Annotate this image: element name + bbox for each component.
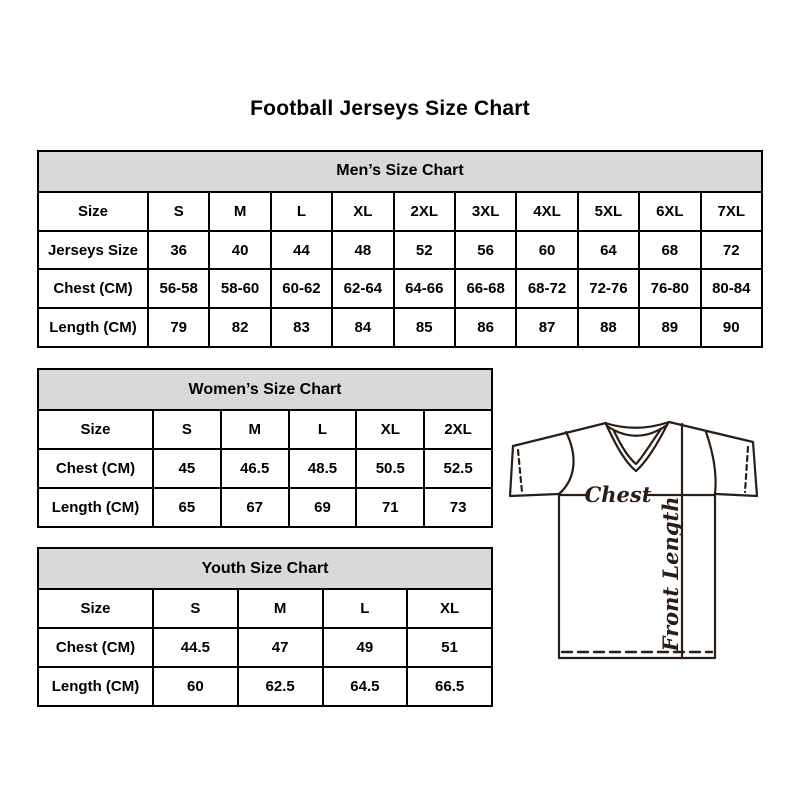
size-cell: 48: [332, 231, 393, 270]
size-table: [37, 368, 493, 528]
chest-label: Chest: [584, 482, 652, 507]
size-cell: 2XL: [394, 192, 455, 231]
size-cell: 87: [516, 308, 577, 347]
size-cell: 66-68: [455, 269, 516, 308]
size-cell: 64.5: [323, 667, 408, 706]
size-cell: 56: [455, 231, 516, 270]
size-cell: 66.5: [407, 667, 492, 706]
size-cell: 60: [153, 667, 238, 706]
jersey-left-armhole-seam: [559, 432, 574, 494]
jersey-right-cuff-stitch-line: [745, 447, 748, 492]
size-cell: 49: [323, 628, 408, 667]
table-row: [38, 308, 762, 347]
row-label: Chest (CM): [38, 269, 148, 308]
size-cell: 60: [516, 231, 577, 270]
size-cell: M: [221, 410, 289, 449]
size-cell: M: [209, 192, 270, 231]
size-cell: 58-60: [209, 269, 270, 308]
size-cell: 79: [148, 308, 209, 347]
size-cell: 62-64: [332, 269, 393, 308]
mens-size-table: [37, 150, 763, 348]
size-cell: S: [153, 589, 238, 628]
size-cell: 65: [153, 488, 221, 527]
size-cell: 62.5: [238, 667, 323, 706]
size-cell: 68-72: [516, 269, 577, 308]
size-cell: 90: [701, 308, 762, 347]
row-label: Size: [38, 410, 153, 449]
size-cell: 84: [332, 308, 393, 347]
size-table: [37, 150, 763, 348]
size-cell: 56-58: [148, 269, 209, 308]
size-cell: 72-76: [578, 269, 639, 308]
size-cell: 72: [701, 231, 762, 270]
size-cell: 36: [148, 231, 209, 270]
size-cell: 60-62: [271, 269, 332, 308]
size-cell: 50.5: [356, 449, 424, 488]
row-label: Length (CM): [38, 488, 153, 527]
size-cell: 3XL: [455, 192, 516, 231]
size-table: [37, 547, 493, 707]
size-cell: XL: [356, 410, 424, 449]
size-cell: 83: [271, 308, 332, 347]
size-cell: 44: [271, 231, 332, 270]
table-title-row: [38, 151, 762, 192]
size-cell: 48.5: [289, 449, 357, 488]
size-cell: 5XL: [578, 192, 639, 231]
table-row: [38, 410, 492, 449]
row-label: Size: [38, 589, 153, 628]
size-cell: 47: [238, 628, 323, 667]
row-label: Jerseys Size: [38, 231, 148, 270]
size-cell: L: [289, 410, 357, 449]
size-cell: 52: [394, 231, 455, 270]
table-row: [38, 488, 492, 527]
size-cell: L: [271, 192, 332, 231]
table-title-row: [38, 548, 492, 589]
table-title: Men’s Size Chart: [38, 151, 762, 192]
size-cell: XL: [332, 192, 393, 231]
jersey-collar-back-outer: [605, 422, 669, 428]
size-cell: 76-80: [639, 269, 700, 308]
table-title-row: [38, 369, 492, 410]
size-cell: 64: [578, 231, 639, 270]
size-cell: 89: [639, 308, 700, 347]
size-cell: 2XL: [424, 410, 492, 449]
size-cell: 4XL: [516, 192, 577, 231]
jersey-left-cuff-stitch-line: [518, 450, 522, 492]
row-label: Length (CM): [38, 667, 153, 706]
row-label: Length (CM): [38, 308, 148, 347]
youth-size-table: [37, 547, 493, 707]
size-cell: 82: [209, 308, 270, 347]
table-row: [38, 589, 492, 628]
table-row: [38, 449, 492, 488]
size-cell: 71: [356, 488, 424, 527]
size-cell: 68: [639, 231, 700, 270]
row-label: Chest (CM): [38, 628, 153, 667]
size-cell: 73: [424, 488, 492, 527]
size-cell: 67: [221, 488, 289, 527]
size-cell: 85: [394, 308, 455, 347]
size-cell: 44.5: [153, 628, 238, 667]
table-title: Women’s Size Chart: [38, 369, 492, 410]
size-cell: 46.5: [221, 449, 289, 488]
size-cell: 69: [289, 488, 357, 527]
size-cell: 88: [578, 308, 639, 347]
table-title: Youth Size Chart: [38, 548, 492, 589]
table-row: [38, 269, 762, 308]
row-label: Chest (CM): [38, 449, 153, 488]
size-cell: S: [148, 192, 209, 231]
jersey-body-outline: [559, 494, 715, 658]
table-row: [38, 231, 762, 270]
table-row: [38, 628, 492, 667]
front-length-label: Front Length: [658, 496, 683, 652]
size-cell: L: [323, 589, 408, 628]
size-cell: S: [153, 410, 221, 449]
size-cell: 40: [209, 231, 270, 270]
size-cell: XL: [407, 589, 492, 628]
size-cell: 45: [153, 449, 221, 488]
table-row: [38, 192, 762, 231]
size-cell: 51: [407, 628, 492, 667]
size-cell: 52.5: [424, 449, 492, 488]
size-cell: 7XL: [701, 192, 762, 231]
size-cell: 80-84: [701, 269, 762, 308]
jersey-right-armhole-seam: [706, 432, 716, 494]
size-cell: M: [238, 589, 323, 628]
row-label: Size: [38, 192, 148, 231]
size-cell: 6XL: [639, 192, 700, 231]
page-title: Football Jerseys Size Chart: [250, 97, 530, 120]
womens-size-table: [37, 368, 493, 528]
table-row: [38, 667, 492, 706]
jersey-diagram: [505, 400, 775, 680]
size-cell: 64-66: [394, 269, 455, 308]
size-cell: 86: [455, 308, 516, 347]
